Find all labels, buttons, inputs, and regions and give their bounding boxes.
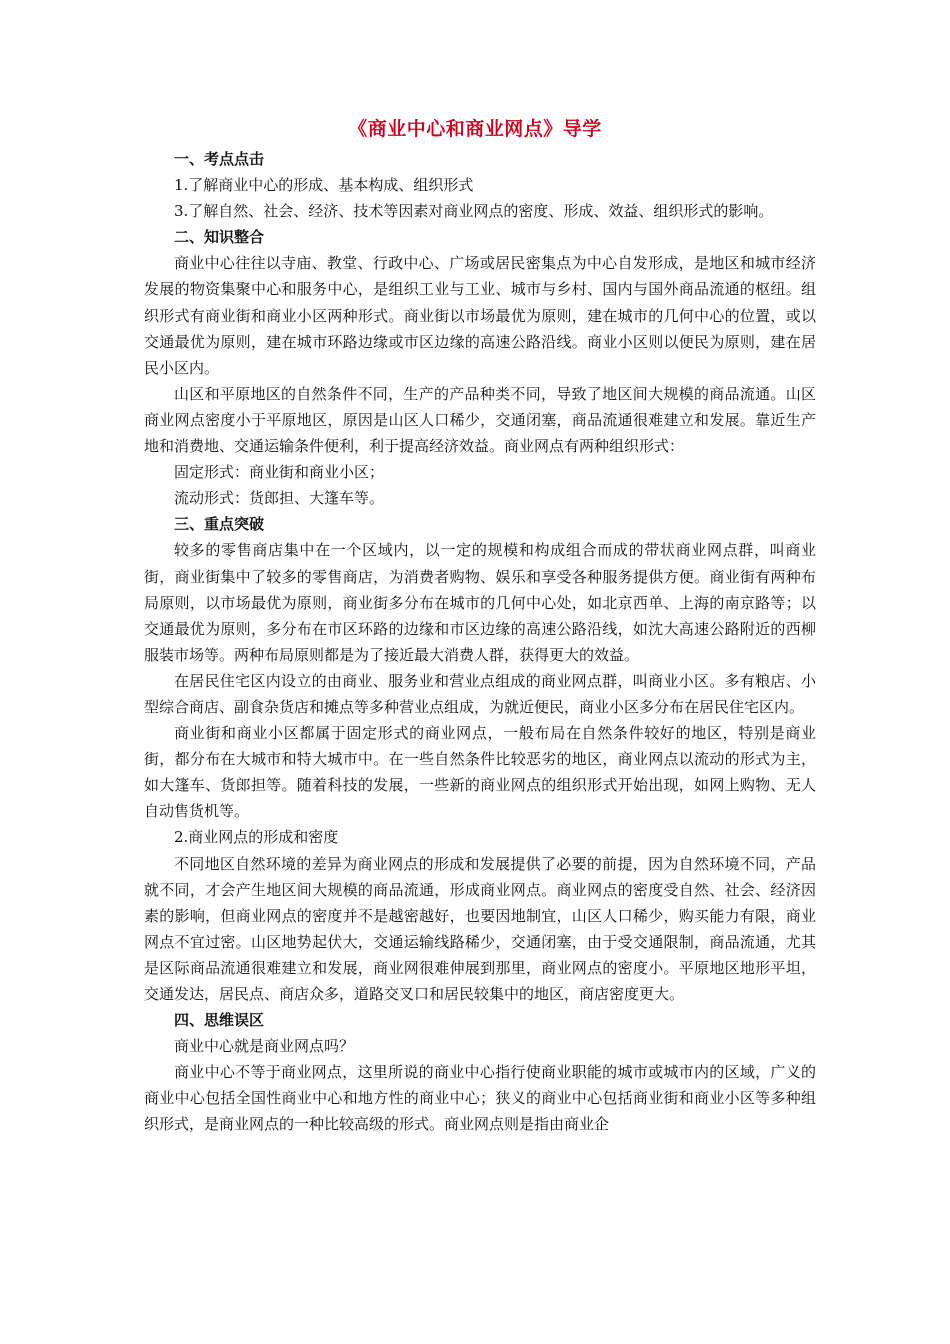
document-title: 《商业中心和商业网点》导学 — [348, 118, 602, 140]
section-heading-2: 二、知识整合 — [174, 228, 265, 247]
paragraph: 商业中心往往以寺庙、教堂、行政中心、广场或居民密集点为中心自发形成，是地区和城市经济发展的物资集聚中心和服务中心，是组织工业与工业、城市与乡村、国内与国外商品流通的枢纽。组织形式有商业街和商业小区两种形式。商业街以市场最优为原则，建在城市的几何中心的位置，或以交通最优为原则，建在城市环路边缘或市区边缘的高速公路沿线。商业小区则以便民为原则，建在居民小区内。 — [144, 254, 816, 377]
document-body — [144, 146, 816, 1138]
question: 商业中心就是商业网点吗？ — [174, 1037, 355, 1056]
paragraph: 在居民住宅区内设立的由商业、服务业和营业点组成的商业网点群，叫商业小区。多有粮店、小型综合商店、副食杂货店和摊点等多种营业点组成，为就近便民，商业小区多分布在居民住宅区内。 — [144, 671, 816, 716]
paragraph: 山区和平原地区的自然条件不同，生产的产品种类不同，导致了地区间大规模的商品流通。山区商业网点密度小于平原地区，原因是山区人口稀少，交通闭塞，商品流通很难建立和发展。靠近生产地和消费地、交通运输条件便利，利于提高经济效益。商业网点有两种组织形式： — [144, 384, 816, 456]
paragraph: 较多的零售商店集中在一个区域内，以一定的规模和构成组合而成的带状商业网点群，叫商业街，商业街集中了较多的零售商店，为消费者购物、娱乐和享受各种服务提供方便。商业街有两种布局原则，以市场最优为原则，商业街多分布在城市的几何中心处，如北京西单、上海的南京路等；以交通最优为原则，多分布在市区环路的边缘和市区边缘的高速公路沿线，如沈大高速公路附近的西柳服装市场等。两种布局原则都是为了接近最大消费人群，获得更大的效益。 — [144, 541, 816, 664]
section-heading-3: 三、重点突破 — [174, 515, 265, 534]
paragraph: 商业街和商业小区都属于固定形式的商业网点，一般布局在自然条件较好的地区，特别是商业街，都分布在大城市和特大城市中。在一些自然条件比较恶劣的地区，商业网点以流动的形式为主，如大篷车、货郎担等。随着科技的发展，一些新的商业网点的组织形式开始出现，如网上购物、无人自动售货机等。 — [144, 724, 816, 821]
list-item: 1.了解商业中心的形成、基本构成、组织形式 — [174, 176, 474, 195]
list-item: 固定形式：商业街和商业小区； — [174, 463, 385, 482]
paragraph: 商业中心不等于商业网点，这里所说的商业中心指行使商业职能的城市或城市内的区域，广义的商业中心包括全国性商业中心和地方性的商业中心；狭义的商业中心包括商业街和商业小区等多种组织形式，是商业网点的一种比较高级的形式。商业网点则是指由商业企 — [144, 1063, 816, 1134]
subheading: 2.商业网点的形成和密度 — [174, 828, 339, 847]
paragraph: 不同地区自然环境的差异为商业网点的形成和发展提供了必要的前提，因为自然环境不同，产品就不同，才会产生地区间大规模的商品流通，形成商业网点。商业网点的密度受自然、社会、经济因素的影响，但商业网点的密度并不是越密越好，也要因地制宜，山区人口稀少，购买能力有限，商业网点不宜过密。山区地势起伏大，交通运输线路稀少，交通闭塞，由于受交通限制，商品流通，尤其是区际商品流通很难建立和发展，商业网很难伸展到那里，商业网点的密度小。平原地区地形平坦，交通发达，居民点、商店众多，道路交叉口和居民较集中的地区，商店密度更大。 — [144, 854, 816, 1003]
section-heading-4: 四、思维误区 — [174, 1011, 265, 1030]
list-item: 流动形式：货郎担、大篷车等。 — [174, 489, 385, 508]
section-heading-1: 一、考点点击 — [174, 150, 265, 168]
list-item: 3.了解自然、社会、经济、技术等因素对商业网点的密度、形成、效益、组织形式的影响。 — [174, 202, 774, 221]
